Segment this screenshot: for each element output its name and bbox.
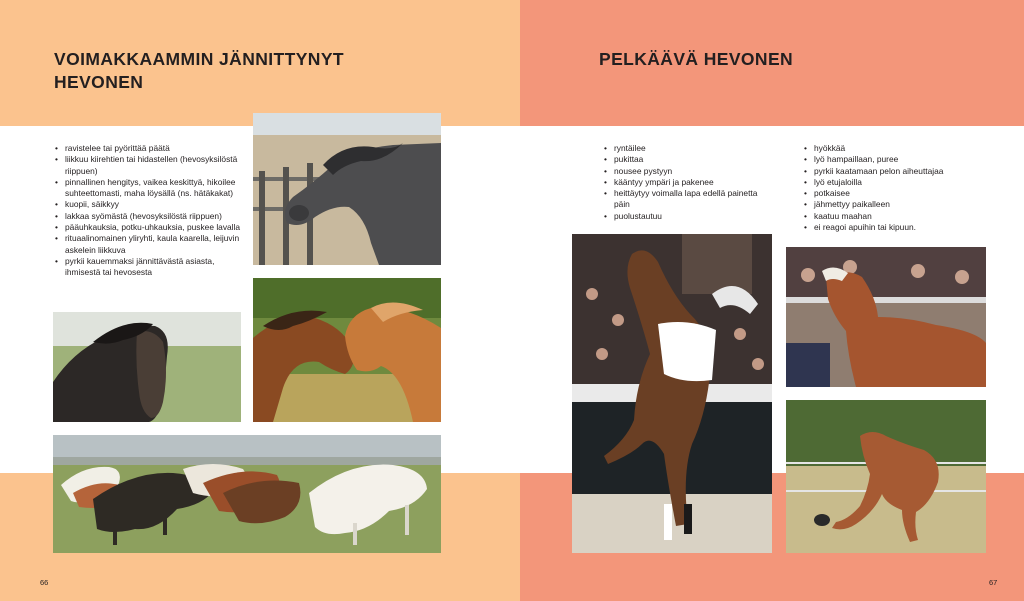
list-item: • pääuhkauksia, potku-uhkauksia, puskee lavalla	[54, 222, 250, 233]
list-item: • lyö etujaloilla	[803, 177, 983, 188]
left-page-number: 66	[40, 578, 49, 587]
list-item: • liikkuu kiirehtien tai hidastellen (hevosyksilöstä riippuen)	[54, 154, 250, 177]
photo-grey-horse-at-fence	[253, 113, 441, 265]
list-item: • kuopii, säikkyy	[54, 199, 250, 210]
list-item: • hyökkää	[803, 143, 983, 154]
list-item: • lakkaa syömästä (hevosyksilöstä riippuen)	[54, 211, 250, 222]
list-item: • pukittaa	[603, 154, 771, 165]
list-item: • kääntyy ympäri ja pakenee	[603, 177, 771, 188]
list-item: • nousee pystyyn	[603, 166, 771, 177]
right-behaviour-list-col1	[603, 143, 771, 222]
photo-horse-rearing	[572, 234, 772, 553]
list-item: • potkaisee	[803, 188, 983, 199]
photo-chestnut-horse-show	[786, 247, 986, 387]
photo-horse-kicking-dog	[786, 400, 986, 553]
list-item: • heittäytyy voimalla lapa edellä painetta päin	[603, 188, 771, 211]
list-item: • jähmettyy paikalleen	[803, 199, 983, 210]
left-behaviour-list	[54, 143, 250, 279]
right-page-title: PELKÄÄVÄ HEVONEN	[599, 49, 794, 69]
list-item: • puolustautuu	[603, 211, 771, 222]
left-page-title: VOIMAKKAAMMIN JÄNNITTYNYT HEVONEN	[54, 49, 344, 92]
right-page-number: 67	[989, 578, 998, 587]
photo-two-chestnut-horses	[253, 278, 441, 422]
list-item: • pyrkii kauemmaksi jännittävästä asiasta, ihmisestä tai hevosesta	[54, 256, 250, 279]
list-item: • pinnallinen hengitys, vaikea keskittyä, hikoilee suhteettomasti, maha löysällä (ns. hätäkakat)	[54, 177, 250, 200]
list-item: • rituaalinomainen yliryhti, kaula kaarella, leijuvin askelein liikkuva	[54, 233, 250, 256]
list-item: • ei reagoi apuihin tai kipuun.	[803, 222, 983, 233]
list-item: • ravistelee tai pyörittää päätä	[54, 143, 250, 154]
photo-herd-running	[53, 435, 441, 553]
list-item: • kaatuu maahan	[803, 211, 983, 222]
right-behaviour-list-col2	[803, 143, 983, 233]
photo-dark-horse-closeup	[53, 312, 241, 422]
list-item: • ryntäilee	[603, 143, 771, 154]
list-item: • lyö hampaillaan, puree	[803, 154, 983, 165]
list-item: • pyrkii kaatamaan pelon aiheuttajaa	[803, 166, 983, 177]
